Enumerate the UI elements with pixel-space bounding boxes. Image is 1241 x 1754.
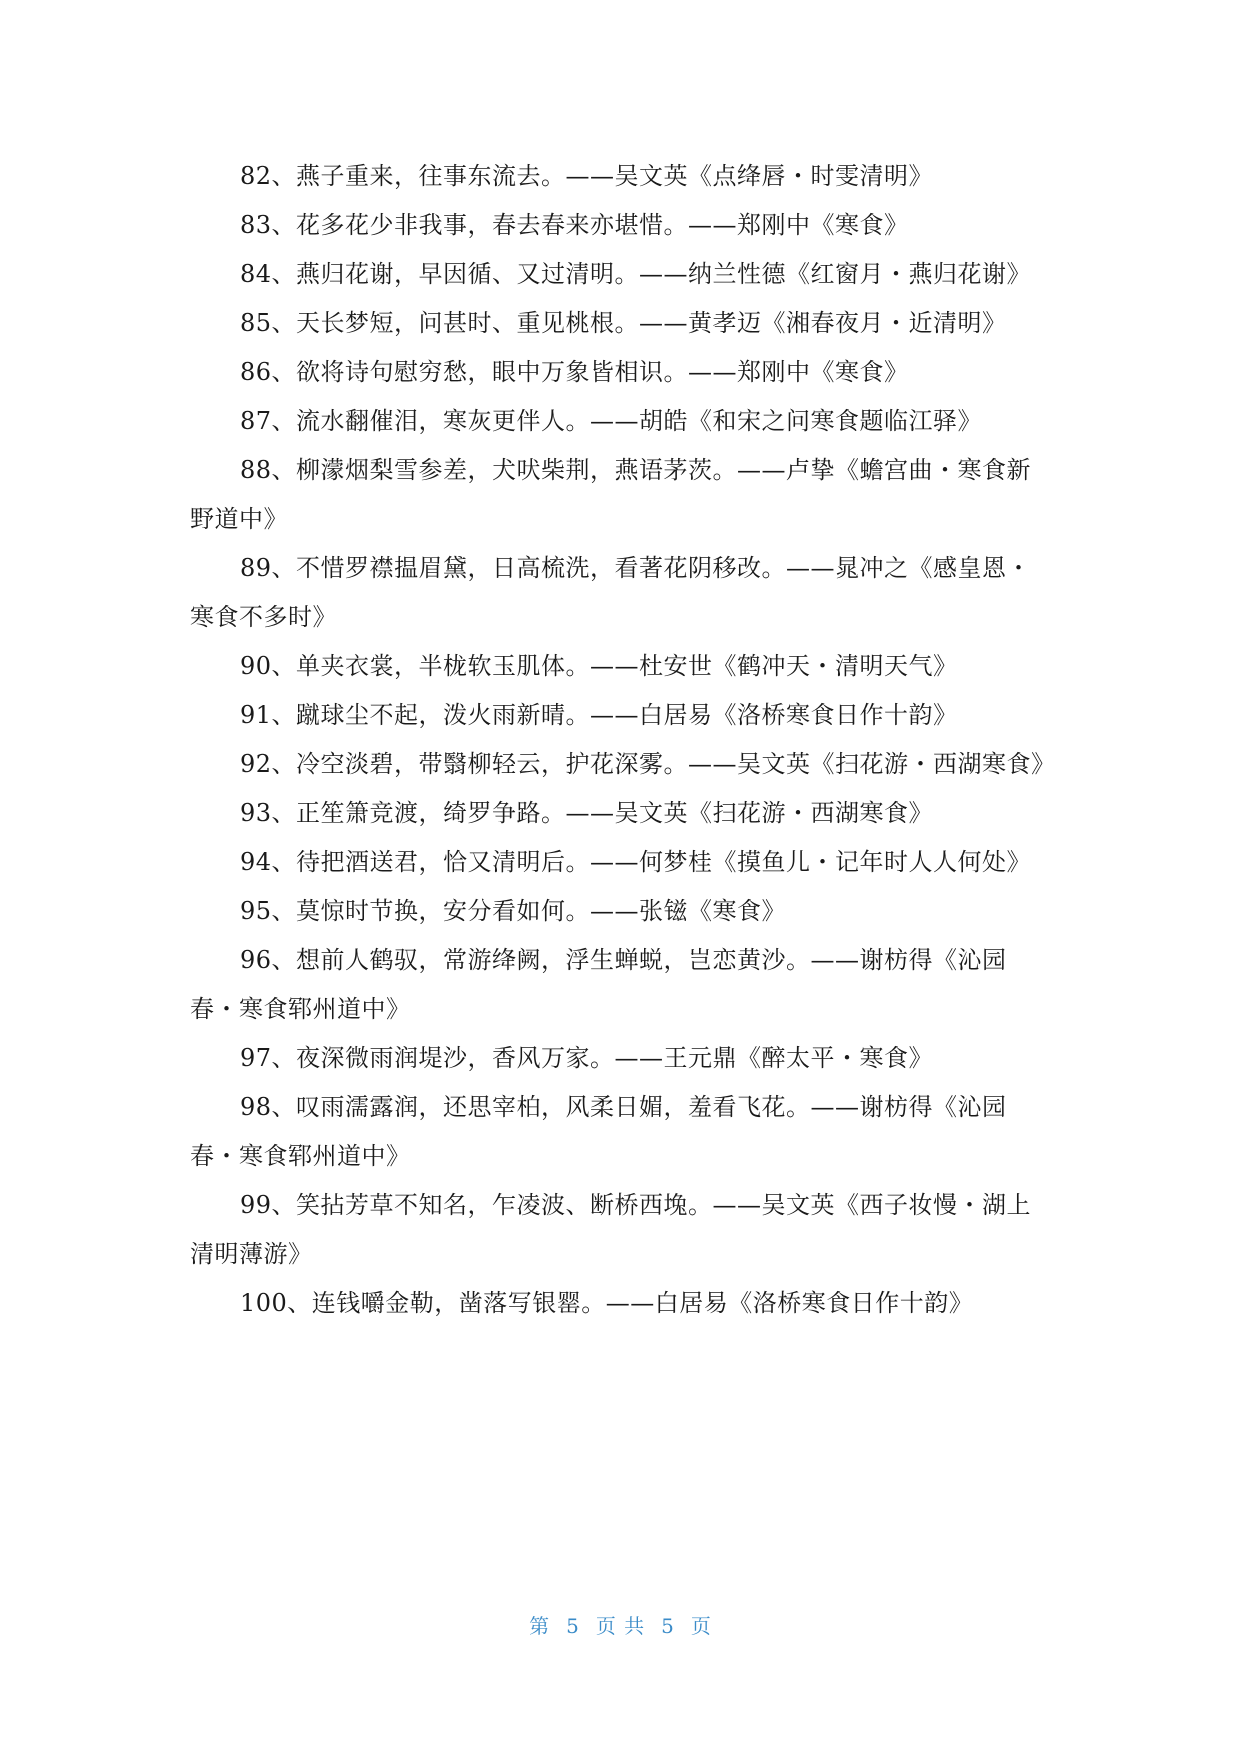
verse-line-99: 99、笑拈芳草不知名，乍凌波、断桥西堍。——吴文英《西子妆慢・湖上清明薄游》	[190, 1191, 1032, 1268]
verse-line-85: 85、天长梦短，问甚时、重见桃根。——黄孝迈《湘春夜月・近清明》	[240, 309, 1007, 337]
verse-line-87: 87、流水翻催泪，寒灰更伴人。——胡皓《和宋之问寒食题临江驿》	[240, 407, 983, 435]
verse-line-95: 95、莫惊时节换，安分看如何。——张镃《寒食》	[240, 897, 787, 925]
verse-line-90: 90、单夹衣裳，半栊软玉肌体。——杜安世《鹤冲天・清明天气》	[240, 652, 958, 680]
verse-line-88: 88、柳濛烟梨雪参差，犬吠柴荆，燕语茅茨。——卢挚《蟾宫曲・寒食新野道中》	[190, 456, 1032, 533]
verse-line-96: 96、想前人鹤驭，常游绛阙，浮生蝉蜕，岂恋黄沙。——谢枋得《沁园春・寒食郓州道中》	[190, 946, 1007, 1023]
verse-line-97: 97、夜深微雨润堤沙，香风万家。——王元鼎《醉太平・寒食》	[240, 1044, 934, 1072]
verse-line-98: 98、叹雨濡露润，还思宰柏，风柔日媚，羞看飞花。——谢枋得《沁园春・寒食郓州道中》	[190, 1093, 1007, 1170]
verse-line-100: 100、连钱嚼金勒，凿落写银罂。——白居易《洛桥寒食日作十韵》	[240, 1289, 974, 1317]
verse-line-92: 92、冷空淡碧，带翳柳轻云，护花深雾。——吴文英《扫花游・西湖寒食》	[240, 750, 1056, 778]
footer-label-of: 页 共	[595, 1614, 646, 1638]
verse-line-93: 93、正笙箫竞渡，绮罗争路。——吴文英《扫花游・西湖寒食》	[240, 799, 934, 827]
footer-label-end: 页	[690, 1614, 712, 1638]
page-footer	[0, 1610, 1241, 1639]
verse-line-91: 91、蹴球尘不起，泼火雨新晴。——白居易《洛桥寒食日作十韵》	[240, 701, 958, 729]
verse-line-94: 94、待把酒送君，恰又清明后。——何梦桂《摸鱼儿・记年时人人何处》	[240, 848, 1032, 876]
verse-line-86: 86、欲将诗句慰穷愁，眼中万象皆相识。——郑刚中《寒食》	[240, 358, 909, 386]
footer-current-page: 5	[566, 1614, 580, 1638]
verse-line-83: 83、花多花少非我事，春去春来亦堪惜。——郑刚中《寒食》	[240, 211, 909, 239]
verse-line-89: 89、不惜罗襟揾眉黛，日高梳洗，看著花阴移改。——晁冲之《感皇恩・寒食不多时》	[190, 554, 1032, 631]
footer-label-page: 第	[529, 1614, 551, 1638]
verse-line-82: 82、燕子重来，往事东流去。——吴文英《点绛唇・时雯清明》	[240, 162, 934, 190]
verse-line-84: 84、燕归花谢，早因循、又过清明。——纳兰性德《红窗月・燕归花谢》	[240, 260, 1032, 288]
document-body	[190, 152, 1056, 1328]
footer-total-pages: 5	[661, 1614, 675, 1638]
